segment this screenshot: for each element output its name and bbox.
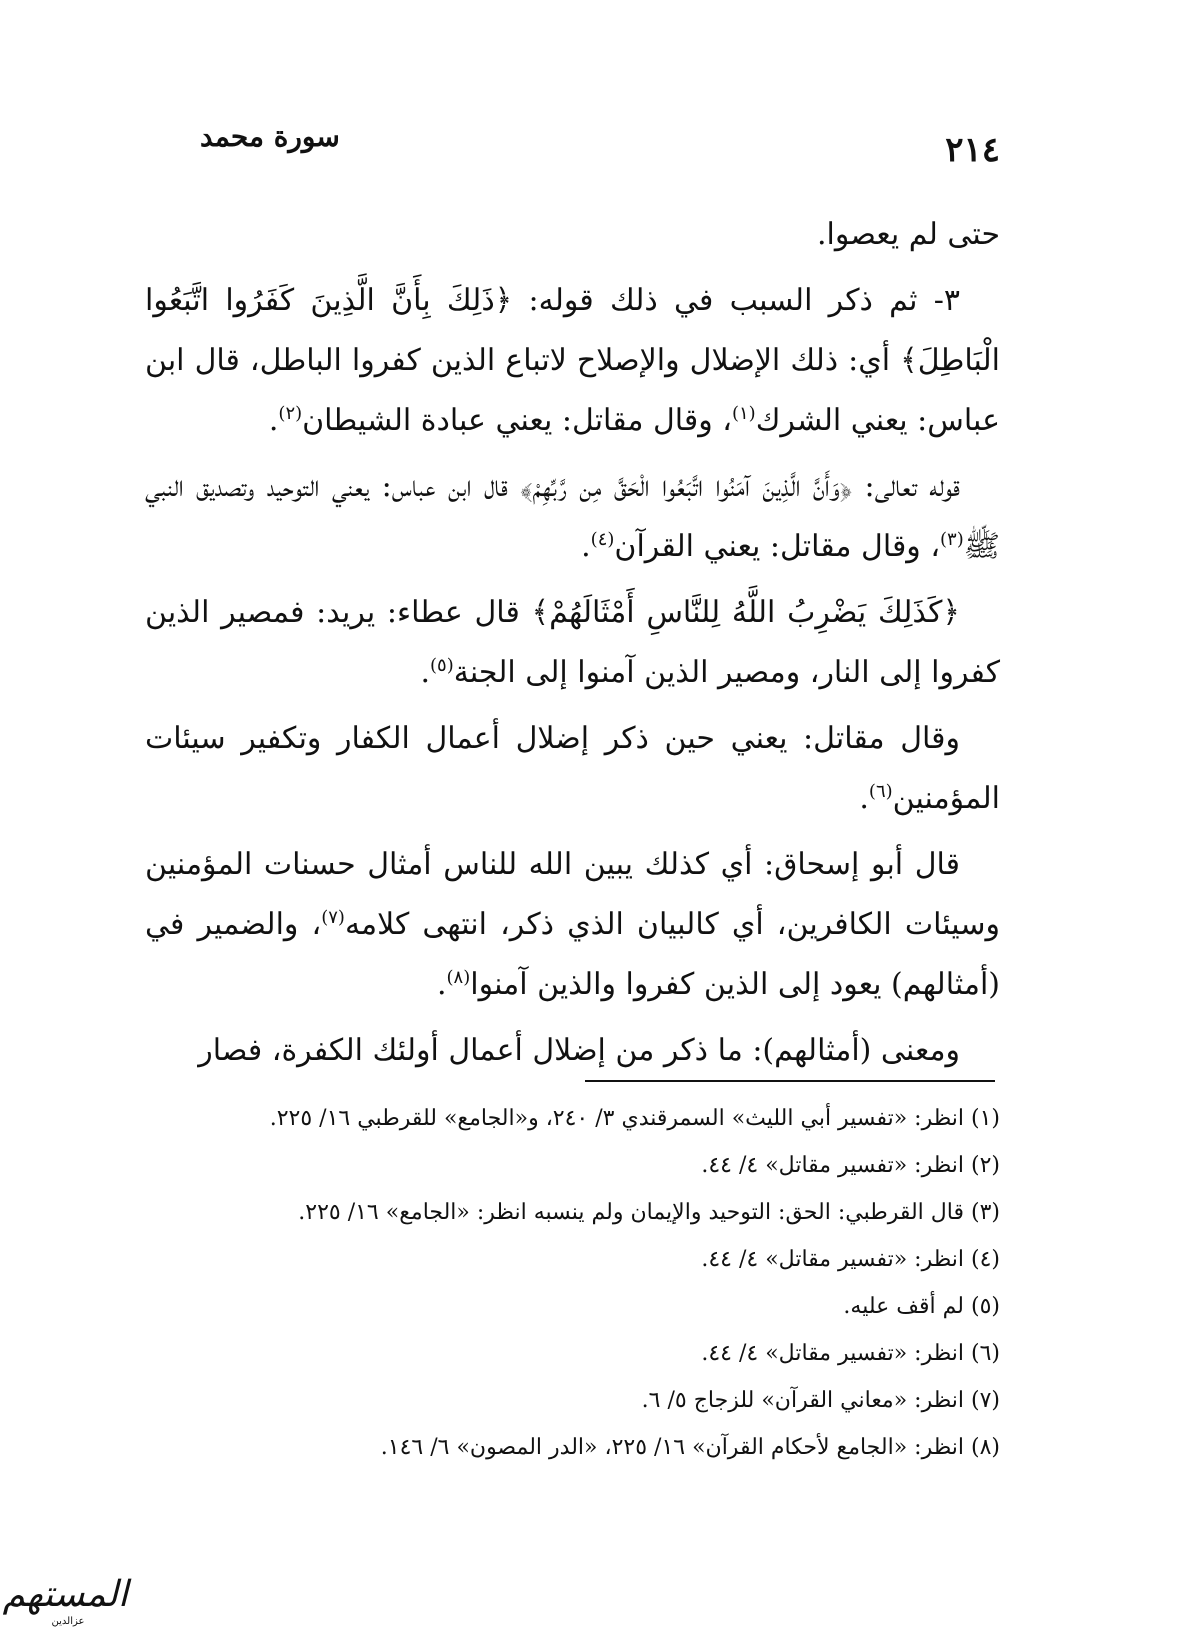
publisher-logo [2, 1574, 128, 1635]
paragraph-7: ومعنى (أمثالهم): ما ذكر من إضلال أعمال أولئك الكفرة، فصار [198, 1033, 960, 1068]
footnote-ref-8: (٨) [446, 967, 471, 988]
footnote-1: (١) انظر: «تفسير أبي الليث» السمرقندي ٣/ ٢٤٠، و«الجامع» للقرطبي ١٦/ ٢٢٥. [269, 1106, 1000, 1131]
footnote-ref-3: (٣) [940, 529, 964, 550]
footnote-7: (٧) انظر: «معاني القرآن» للزجاج ٥/ ٦. [641, 1388, 1000, 1413]
paragraph-4: ﴿كَذَلِكَ يَضْرِبُ اللَّهُ لِلنَّاسِ أَمْثَالَهُمْ﴾ قال عطاء: يريد: فمصير الذين كفروا إلى النار، ومصير الذين آمنوا إلى الجنة$^{(٥)}$. [145, 595, 1000, 690]
footnote-2: (٢) انظر: «تفسير مقاتل» ٤/ ٤٤. [701, 1153, 1000, 1178]
paragraph-2: ٣- ثم ذكر السبب في ذلك قوله: ﴿ذَلِكَ بِأَنَّ الَّذِينَ كَفَرُوا اتَّبَعُوا الْبَاطِلَ﴾ أي: ذلك الإضلال والإصلاح لاتباع الذين كفروا الباطل، قال ابن عباس: يعني الشرك$^{(١)}$، وقال مقاتل: يعني عبادة الشيطان$^{(٢)}$. [145, 283, 1000, 438]
footnote-ref-2: (٢) [278, 403, 303, 424]
footnotes [145, 1095, 1000, 1471]
paragraph-6: قال أبو إسحاق: أي كذلك يبين الله للناس أمثال حسنات المؤمنين وسيئات الكافرين، أي كالبيان الذي ذكر، انتهى كلامه$^{(٧)}$، والضمير في (أمثالهم) يعود إلى الذين كفروا والذين آمنوا$^{(٨)}$. [145, 847, 1000, 1002]
page-number: ٢١٤ [945, 130, 1000, 170]
paragraph-1: حتى لم يعصوا. [817, 217, 1000, 252]
footnote-ref-5: (٥) [430, 655, 454, 676]
footnote-ref-6: (٦) [868, 781, 893, 802]
footnote-ref-7: (٧) [321, 907, 345, 928]
footnote-5: (٥) لم أقف عليه. [843, 1294, 1000, 1319]
footnote-3: (٣) قال القرطبي: الحق: التوحيد والإيمان ولم ينسبه انظر: «الجامع» ١٦/ ٢٢٥. [298, 1200, 1000, 1225]
footnote-4: (٤) انظر: «تفسير مقاتل» ٤/ ٤٤. [701, 1247, 1000, 1272]
footnote-6: (٦) انظر: «تفسير مقاتل» ٤/ ٤٤. [701, 1341, 1000, 1366]
page-header [200, 120, 1000, 170]
quran-verse: ﴿وَأَنَّ الَّذِينَ آمَنُوا اتَّبَعُوا الْحَقَّ مِن رَّبِّهِمْ﴾ [520, 469, 853, 504]
paragraph-3: قوله تعالى: ﴿وَأَنَّ الَّذِينَ آمَنُوا اتَّبَعُوا الْحَقَّ مِن رَّبِّهِمْ﴾ قال ابن عباس: يعني التوحيد وتصديق النبي ﷺ$^{(٣)}$، وقال مقاتل: يعني القرآن$^{(٤)}$. [145, 469, 1000, 564]
footnote-ref-4: (٤) [590, 529, 615, 550]
paragraph-5: وقال مقاتل: يعني حين ذكر إضلال أعمال الكفار وتكفير سيئات المؤمنين$^{(٦)}$. [145, 721, 1000, 816]
footnote-8: (٨) انظر: «الجامع لأحكام القرآن» ١٦/ ٢٢٥، «الدر المصون» ٦/ ١٤٦. [380, 1435, 1000, 1460]
logo-calligraphy: المستهم [2, 1574, 128, 1615]
quran-verse: ﴿ذَلِكَ بِأَنَّ الَّذِينَ كَفَرُوا اتَّبَعُوا الْبَاطِلَ﴾ [145, 283, 1000, 378]
surah-title: سورة محمد [200, 120, 340, 153]
main-text [145, 205, 1000, 1087]
footnote-divider [585, 1080, 995, 1082]
logo-subtext: عزالدين [51, 1616, 85, 1627]
footnote-ref-1: (١) [731, 403, 756, 424]
quran-verse: ﴿كَذَلِكَ يَضْرِبُ اللَّهُ لِلنَّاسِ أَمْثَالَهُمْ﴾ [531, 595, 960, 630]
